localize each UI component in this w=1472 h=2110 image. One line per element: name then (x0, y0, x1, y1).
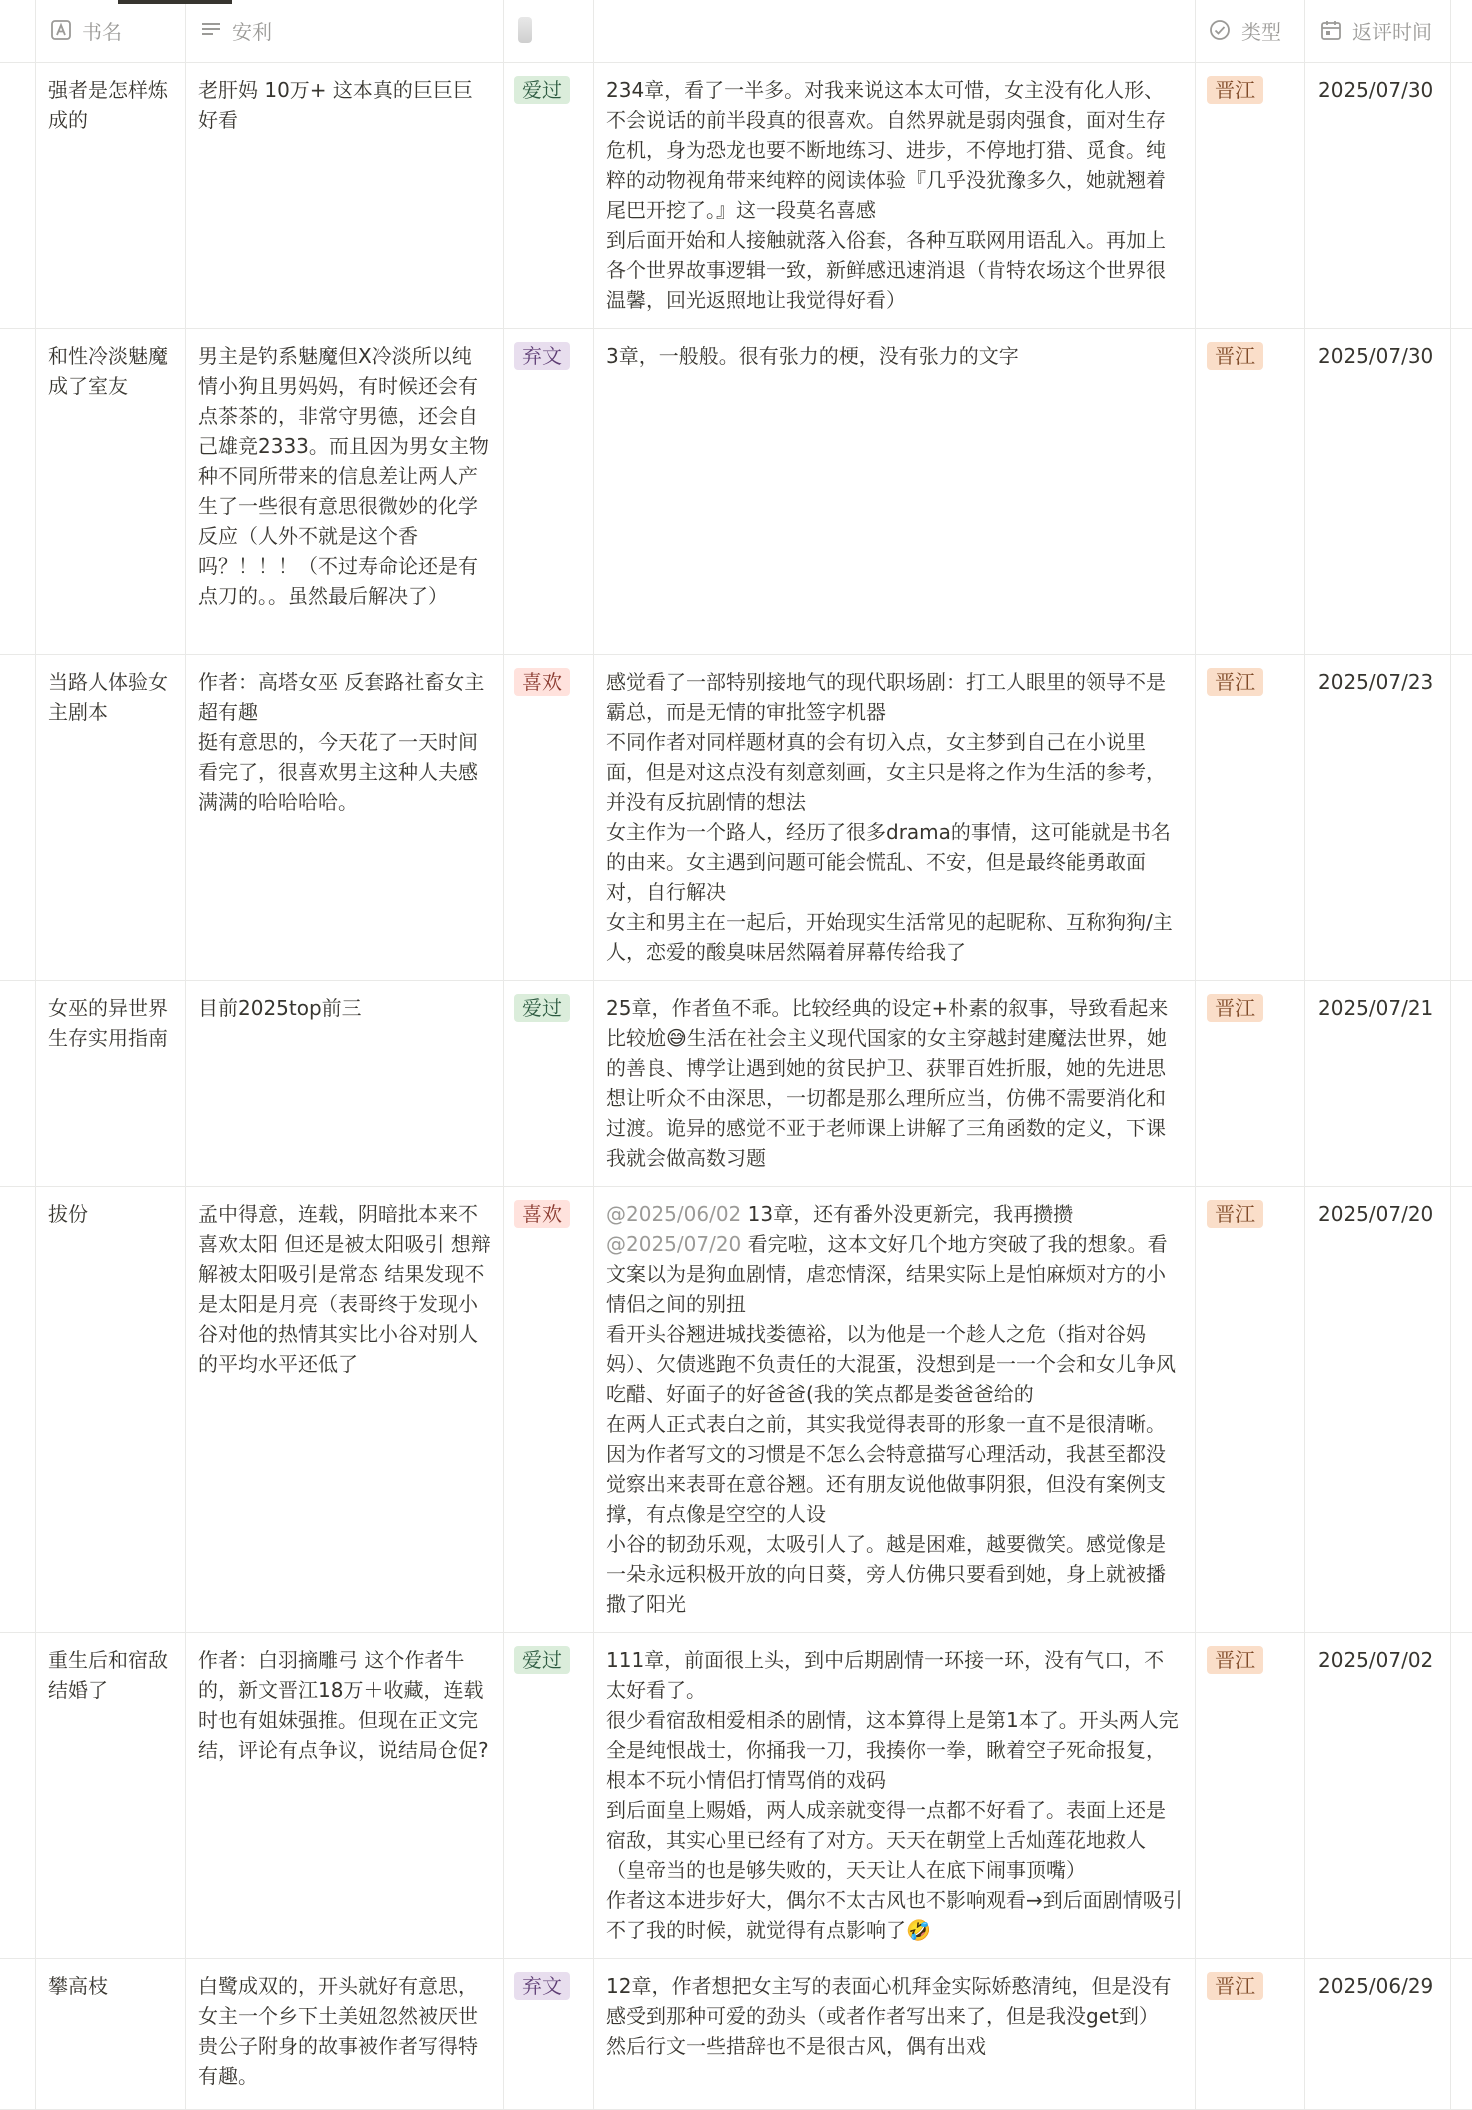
row-trailing (1451, 329, 1472, 654)
category-tag: 晋江 (1207, 1646, 1263, 1674)
row-handle-column (0, 0, 36, 62)
cell-date[interactable]: 2025/07/20 (1305, 1187, 1451, 1632)
column-header-date-label: 返评时间 (1352, 20, 1432, 44)
cell-comment[interactable]: 234章，看了一半多。对我来说这本太可惜，女主没有化人形、不会说话的前半段真的很喜欢。自然界就是弱肉强食，面对生存危机，身为恐龙也要不断地练习、进步，不停地打猎、觅食。纯粹的动物视角带来纯粹的阅读体验『几乎没犹豫多久，她就翘着尾巴开挖了。』这一段莫名喜感 到后面开始和人接触就落入俗套，各种互联网用语乱入。再加上各个世界故事逻辑一致，新鲜感迅速消退（肯特农场这个世界很温馨，回光返照地让我觉得好看） (594, 63, 1196, 328)
category-tag: 晋江 (1207, 342, 1263, 370)
blurred-property-icon (518, 17, 532, 43)
rating-tag: 弃文 (514, 1972, 570, 2000)
column-header-category-label: 类型 (1241, 20, 1281, 44)
select-circle-check-icon (1207, 17, 1233, 43)
category-tag: 晋江 (1207, 1972, 1263, 2000)
cell-category[interactable] (1196, 1959, 1305, 2109)
row-handle (0, 1959, 36, 2109)
row-handle (0, 1633, 36, 1958)
cell-category[interactable] (1196, 63, 1305, 328)
row-handle (0, 1187, 36, 1632)
row-trailing (1451, 63, 1472, 328)
cell-comment[interactable]: 3章，一般般。很有张力的梗，没有张力的文字 (594, 329, 1196, 654)
comment-part: 13章，还有番外没更新完，我再攒攒 (747, 1202, 1074, 1226)
table-row[interactable] (0, 329, 1472, 655)
column-header-recommend-label: 安利 (232, 20, 272, 44)
cell-title[interactable]: 重生后和宿敌结婚了 (36, 1633, 186, 1958)
text-property-icon (48, 17, 74, 43)
table-row[interactable] (0, 1633, 1472, 1959)
cell-category[interactable] (1196, 329, 1305, 654)
column-header-title-label: 书名 (82, 20, 122, 44)
rating-tag: 爱过 (514, 1646, 570, 1674)
cell-recommend[interactable]: 作者：白羽摘雕弓 这个作者牛的，新文晋江18万＋收藏，连载时也有姐妹强推。但现在正文完结，评论有点争议，说结局仓促? (186, 1633, 504, 1958)
row-trailing (1451, 1633, 1472, 1958)
cell-comment[interactable]: 12章，作者想把女主写的表面心机拜金实际娇憨清纯，但是没有感受到那种可爱的劲头（或者作者写出来了，但是我没get到） 然后行文一些措辞也不是很古风，偶有出戏 (594, 1959, 1196, 2109)
cell-title[interactable]: 拔份 (36, 1187, 186, 1632)
calendar-icon (1318, 17, 1344, 43)
cell-rating[interactable] (504, 329, 594, 654)
category-tag: 晋江 (1207, 994, 1263, 1022)
date-mention[interactable]: @2025/06/02 (606, 1202, 742, 1226)
column-header-date[interactable] (1305, 0, 1451, 62)
category-tag: 晋江 (1207, 668, 1263, 696)
cell-category[interactable] (1196, 981, 1305, 1186)
cell-recommend[interactable]: 作者：高塔女巫 反套路社畜女主超有趣 挺有意思的，今天花了一天时间看完了，很喜欢男主这种人夫感满满的哈哈哈哈。 (186, 655, 504, 980)
cell-date[interactable]: 2025/07/30 (1305, 63, 1451, 328)
cell-rating[interactable] (504, 1633, 594, 1958)
table-row[interactable] (0, 655, 1472, 981)
cell-title[interactable]: 女巫的异世界生存实用指南 (36, 981, 186, 1186)
cell-comment[interactable]: 111章，前面很上头，到中后期剧情一环接一环，没有气口，不太好看了。 很少看宿敌相爱相杀的剧情，这本算得上是第1本了。开头两人完全是纯恨战士，你捅我一刀，我揍你一拳，瞅着空子死命报复，根本不玩小情侣打情骂俏的戏码 到后面皇上赐婚，两人成亲就变得一点都不好看了。表面上还是宿敌，其实心里已经有了对方。天天在朝堂上舌灿莲花地救人（皇帝当的也是够失败的，天天让人在底下闹事顶嘴） 作者这本进步好大，偶尔不太古风也不影响观看→到后面剧情吸引不了我的时候，就觉得有点影响了🤣 (594, 1633, 1196, 1958)
cell-date[interactable]: 2025/07/02 (1305, 1633, 1451, 1958)
cell-recommend[interactable]: 老肝妈 10万+ 这本真的巨巨巨好看 (186, 63, 504, 328)
cell-rating[interactable] (504, 1187, 594, 1632)
cell-comment[interactable] (594, 1187, 1196, 1632)
cell-rating[interactable] (504, 655, 594, 980)
row-trailing (1451, 1187, 1472, 1632)
rating-tag: 爱过 (514, 76, 570, 104)
column-header-rating[interactable] (504, 0, 594, 62)
row-handle (0, 63, 36, 328)
category-tag: 晋江 (1207, 1200, 1263, 1228)
cell-recommend[interactable]: 孟中得意，连载，阴暗批本来不喜欢太阳 但还是被太阳吸引 想辩解被太阳吸引是常态 结果发现不是太阳是月亮（表哥终于发现小谷对他的热情其实比小谷对别人的平均水平还低了 (186, 1187, 504, 1632)
table-row[interactable] (0, 981, 1472, 1187)
row-trailing (1451, 655, 1472, 980)
row-trailing (1451, 1959, 1472, 2109)
cell-category[interactable] (1196, 1187, 1305, 1632)
column-header-category[interactable] (1196, 0, 1305, 62)
cell-comment[interactable]: 25章，作者鱼不乖。比较经典的设定+朴素的叙事，导致看起来比较尬😅生活在社会主义现代国家的女主穿越封建魔法世界，她的善良、博学让遇到她的贫民护卫、获罪百姓折服，她的先进思想让听众不由深思，一切都是那么理所应当，仿佛不需要消化和过渡。诡异的感觉不亚于老师课上讲解了三角函数的定义，下课我就会做高数习题 (594, 981, 1196, 1186)
cell-recommend[interactable]: 白鹭成双的，开头就好有意思，女主一个乡下土美妞忽然被厌世贵公子附身的故事被作者写得特有趣。 (186, 1959, 504, 2109)
cell-title[interactable]: 和性冷淡魅魔成了室友 (36, 329, 186, 654)
header-trailing-space (1451, 0, 1472, 62)
row-trailing (1451, 981, 1472, 1186)
rating-tag: 喜欢 (514, 1200, 570, 1228)
cell-rating[interactable] (504, 981, 594, 1186)
cell-recommend[interactable]: 目前2025top前三 (186, 981, 504, 1186)
cell-title[interactable]: 攀高枝 (36, 1959, 186, 2109)
rating-tag: 喜欢 (514, 668, 570, 696)
cell-date[interactable]: 2025/07/21 (1305, 981, 1451, 1186)
cell-date[interactable]: 2025/07/23 (1305, 655, 1451, 980)
row-handle (0, 329, 36, 654)
table-row[interactable] (0, 1959, 1472, 2110)
column-header-recommend[interactable] (186, 0, 504, 62)
column-header-comment[interactable] (594, 0, 1196, 62)
comment-part: 看完啦，这本文好几个地方突破了我的想象。看文案以为是狗血剧情，虐恋情深，结果实际上是怕麻烦对方的小情侣之间的别扭 看开头谷翘进城找娄德裕，以为他是一个趁人之危（指对谷妈妈）、欠债逃跑不负责任的大混蛋，没想到是一一个会和女儿争风吃醋、好面子的好爸爸(我的笑点都是娄爸爸给的 在两人正式表白之前，其实我觉得表哥的形象一直不是很清晰。因为作者写文的习惯是不怎么会特意描写心理活动，我甚至都没觉察出来表哥在意谷翘。还有朋友说他做事阴狠，但没有案例支撑，有点像是空空的人设 小谷的韧劲乐观，太吸引人了。越是困难，越要微笑。感觉像是一朵永远积极开放的向日葵，旁人仿佛只要看到她，身上就被播撒了阳光 (606, 1232, 1176, 1616)
row-handle (0, 655, 36, 980)
cell-rating[interactable] (504, 1959, 594, 2109)
cell-rating[interactable] (504, 63, 594, 328)
table-header (0, 0, 1472, 63)
cell-recommend[interactable]: 男主是钓系魅魔但X冷淡所以纯情小狗且男妈妈，有时候还会有点茶茶的，非常守男德，还会自己雄竞2333。而且因为男女主物种不同所带来的信息差让两人产生了一些很有意思很微妙的化学反应（人外不就是这个香吗？！！！（不过寿命论还是有点刀的。。虽然最后解决了） (186, 329, 504, 654)
cell-comment[interactable]: 感觉看了一部特别接地气的现代职场剧：打工人眼里的领导不是霸总，而是无情的审批签字机器 不同作者对同样题材真的会有切入点，女主梦到自己在小说里面，但是对这点没有刻意刻画，女主只是将之作为生活的参考，并没有反抗剧情的想法 女主作为一个路人，经历了很多drama的事情，这可能就是书名的由来。女主遇到问题可能会慌乱、不安，但是最终能勇敢面对，自行解决 女主和男主在一起后，开始现实生活常见的起昵称、互称狗狗/主人，恋爱的酸臭味居然隔着屏幕传给我了 (594, 655, 1196, 980)
cell-title[interactable]: 强者是怎样炼成的 (36, 63, 186, 328)
cell-category[interactable] (1196, 1633, 1305, 1958)
date-mention[interactable]: @2025/07/20 (606, 1232, 742, 1256)
cell-date[interactable]: 2025/06/29 (1305, 1959, 1451, 2109)
rating-tag: 弃文 (514, 342, 570, 370)
row-handle (0, 981, 36, 1186)
rating-tag: 爱过 (514, 994, 570, 1022)
category-tag: 晋江 (1207, 76, 1263, 104)
active-view-indicator (118, 0, 232, 4)
cell-date[interactable]: 2025/07/30 (1305, 329, 1451, 654)
table-row[interactable] (0, 63, 1472, 329)
cell-category[interactable] (1196, 655, 1305, 980)
table-row[interactable] (0, 1187, 1472, 1633)
cell-title[interactable]: 当路人体验女主剧本 (36, 655, 186, 980)
lines-text-icon (198, 17, 224, 43)
column-header-title[interactable] (36, 0, 186, 62)
